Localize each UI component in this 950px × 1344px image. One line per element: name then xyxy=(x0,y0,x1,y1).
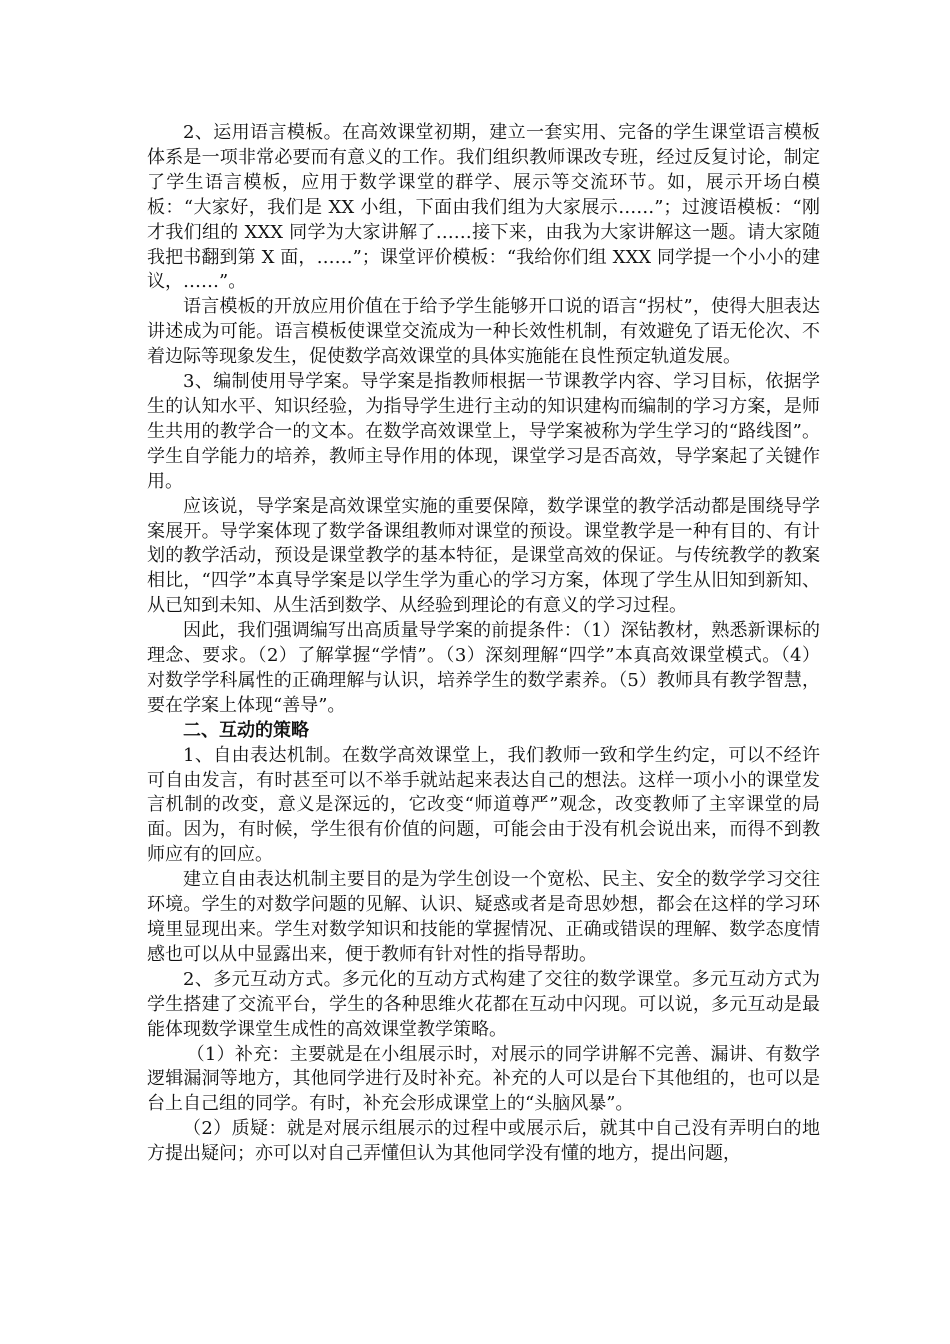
paragraph-study-guide-conditions: 因此，我们强调编写出高质量导学案的前提条件：（1）深钻教材，熟悉新课标的理念、要求。（2）了解掌握“学情”。（3）深刻理解“四学”本真高效课堂模式。（4）对数学学科属性的正确理解与认识，培养学生的数学素养。（5）教师具有教学智慧，要在学案上体现“善导”。 xyxy=(147,620,820,716)
paragraph-questioning: （2）质疑：就是对展示组展示的过程中或展示后，就其中自己没有弄明白的地方提出疑问；亦可以对自己弄懂但认为其他同学没有懂的地方，提出问题， xyxy=(147,1118,820,1165)
document-body xyxy=(147,121,820,1167)
paragraph-study-guide-importance: 应该说，导学案是高效课堂实施的重要保障，数学课堂的教学活动都是围绕导学案展开。导学案体现了数学备课组教师对课堂的预设。课堂教学是一种有目的、有计划的教学活动，预设是课堂教学的基本特征，是课堂高效的保证。与传统教学的教案相比，“四学”本真导学案是以学生学为重心的学习方案，体现了学生从旧知到新知、从已知到未知、从生活到数学、从经验到理论的有意义的学习过程。 xyxy=(147,495,820,617)
paragraph-multi-interaction: 2、多元互动方式。多元化的互动方式构建了交往的数学课堂。多元互动方式为学生搭建了交流平台，学生的各种思维火花都在互动中闪现。可以说，多元互动是最能体现数学课堂生成性的高效课堂教学策略。 xyxy=(147,968,820,1040)
paragraph-template-value: 语言模板的开放应用价值在于给予学生能够开口说的语言“拐杖”，使得大胆表达讲述成为可能。语言模板使课堂交流成为一种长效性机制，有效避免了语无伦次、不着边际等现象发生，促使数学高效课堂的具体实施能在良性预定轨道发展。 xyxy=(147,296,820,368)
paragraph-language-template: 2、运用语言模板。在高效课堂初期，建立一套实用、完备的学生课堂语言模板体系是一项非常必要而有意义的工作。我们组织教师课改专班，经过反复讨论，制定了学生语言模板，应用于数学课堂的群学、展示等交流环节。如，展示开场白模板：“大家好，我们是 XX 小组，下面由我们组为大家展示……”；过渡语模板：“刚才我们组的 XXX 同学为大家讲解了……接下来，由我为大家讲解这一题。请大家随我把书翻到第 X 面，……”；课堂评价模板：“我给你们组 XXX 同学提一个小小的建议，……”。 xyxy=(147,122,820,293)
section-heading-interaction: 二、互动的策略 xyxy=(183,719,309,741)
paragraph-study-guide: 3、编制使用导学案。导学案是指教师根据一节课教学内容、学习目标，依据学生的认知水平、知识经验，为指导学生进行主动的知识建构而编制的学习方案，是师生共用的教学合一的文本。在数学高效课堂上，导学案被称为学生学习的“路线图”。学生自学能力的培养，教师主导作用的体现，课堂学习是否高效，导学案起了关键作用。 xyxy=(147,371,820,492)
paragraph-supplement: （1）补充：主要就是在小组展示时，对展示的同学讲解不完善、漏讲、有数学逻辑漏洞等地方，其他同学进行及时补充。补充的人可以是台下其他组的，也可以是台上自己组的同学。有时，补充会形成课堂上的“头脑风暴”。 xyxy=(147,1043,820,1115)
paragraph-free-expression-purpose: 建立自由表达机制主要目的是为学生创设一个宽松、民主、安全的数学学习交往环境。学生的对数学问题的见解、认识、疑惑或者是奇思妙想，都会在这样的学习环境里显现出来。学生对数学知识和技能的掌握情况、正确或错误的理解、数学态度情感也可以从中显露出来，便于教师有针对性的指导帮助。 xyxy=(147,869,820,965)
paragraph-free-expression: 1、自由表达机制。在数学高效课堂上，我们教师一致和学生约定，可以不经许可自由发言，有时甚至可以不举手就站起来表达自己的想法。这样一项小小的课堂发言机制的改变，意义是深远的，它改变“师道尊严”观念，改变教师了主宰课堂的局面。因为，有时候，学生很有价值的问题，可能会由于没有机会说出来，而得不到教师应有的回应。 xyxy=(147,744,820,866)
